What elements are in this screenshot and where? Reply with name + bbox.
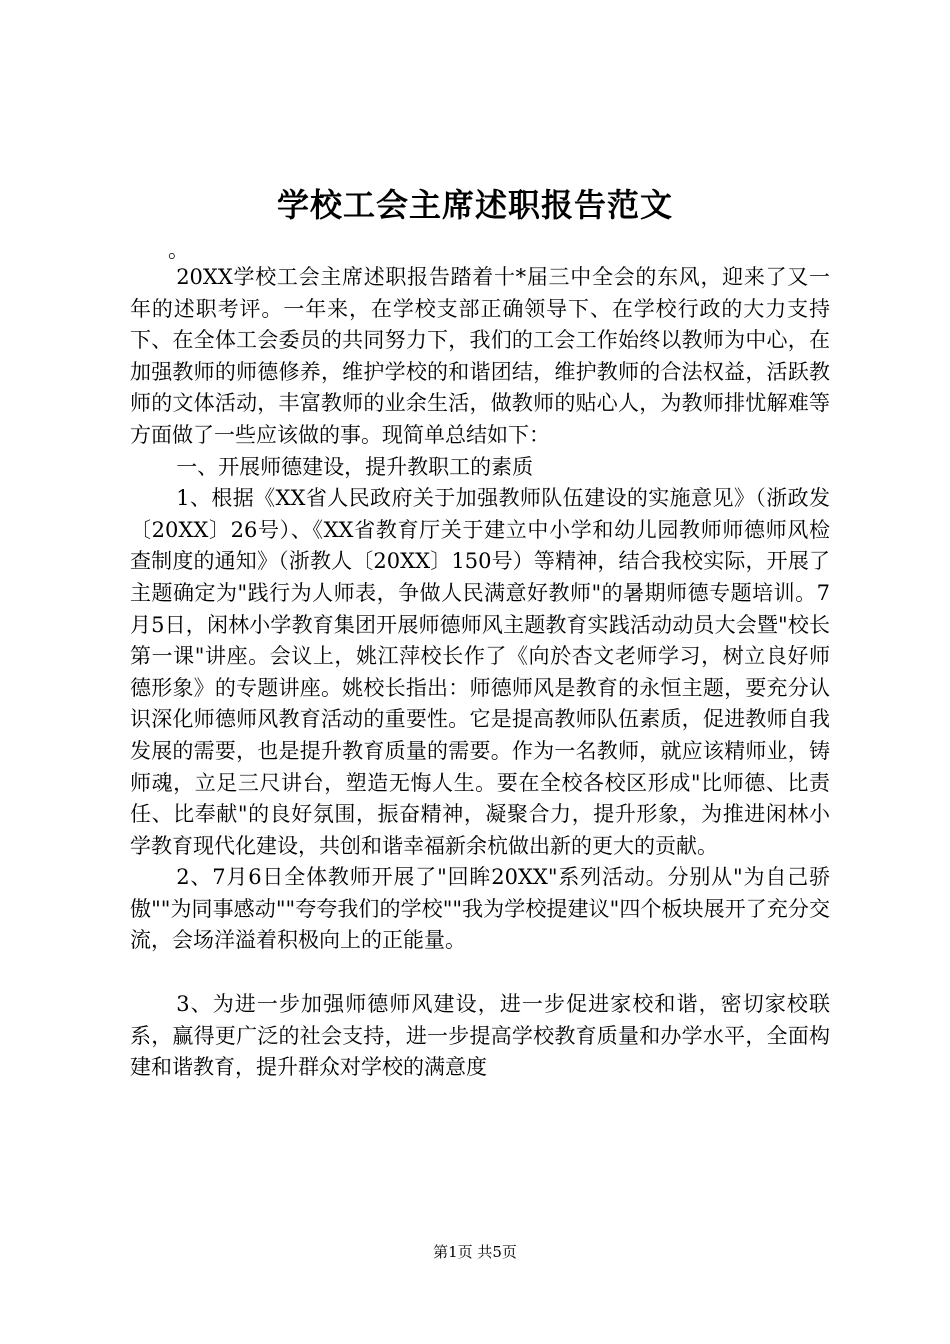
paragraph-intro: 20XX学校工会主席述职报告踏着十*届三中全会的东风，迎来了又一年的述职考评。一年来，在学校支部正确领导下、在学校行政的大力支持下、在全体工会委员的共同努力下，我们的工会工作始终以教师为中心，在加强教师的师德修养，维护学校的和谐团结，维护教师的合法权益，活跃教师的文体活动，丰富教师的业余生活，做教师的贴心人，为教师排忧解难等方面做了一些应该做的事。现简单总结如下： xyxy=(130,265,830,447)
paragraph-item-3: 3、为进一步加强师德师风建设，进一步促进家校和谐，密切家校联系，赢得更广泛的社会支持，进一步提高学校教育质量和办学水平，全面构建和谐教育，提升群众对学校的满意度 xyxy=(130,992,830,1080)
section-heading-1: 一、开展师德建设，提升教职工的素质 xyxy=(176,454,534,479)
stray-mark: 。 xyxy=(168,238,189,262)
paragraph-item-1: 1、根据《XX省人民政府关于加强教师队伍建设的实施意见》（浙政发〔20XX〕26号）、《XX省教育厅关于建立中小学和幼儿园教师师德师风检查制度的通知》（浙教人〔20XX〕150号）等精神，结合我校实际，开展了主题确定为"践行为人师表，争做人民满意好教师"的暑期师德专题培训。7月5日，闲林小学教育集团开展师德师风主题教育实践活动动员大会暨"校长第一课"讲座。会议上，姚江萍校长作了《向於杏文老师学习，树立良好师德形象》的专题讲座。姚校长指出：师德师风是教育的永恒主题，要充分认识深化师德师风教育活动的重要性。它是提高教师队伍素质，促进教师自我发展的需要，也是提升教育质量的需要。作为一名教师，就应该精师业，铸师魂，立足三尺讲台，塑造无悔人生。要在全校各校区形成"比师德、比责任、比奉献"的良好氛围，振奋精神，凝聚合力，提升形象，为推进闲林小学教育现代化建设，共创和谐幸福新余杭做出新的更大的贡献。 xyxy=(130,486,830,858)
document-body xyxy=(130,240,830,1084)
paragraph-spacer xyxy=(130,957,830,989)
paragraph-item-2: 2、7月6日全体教师开展了"回眸20XX"系列活动。分别从"为自己骄傲""为同事感动""夸夸我们的学校""我为学校提建议"四个板块展开了充分交流，会场洋溢着积极向上的正能量。 xyxy=(130,865,830,953)
document-title: 学校工会主席述职报告范文 xyxy=(276,186,673,224)
page-footer: 第1页 共5页 xyxy=(433,1243,517,1261)
